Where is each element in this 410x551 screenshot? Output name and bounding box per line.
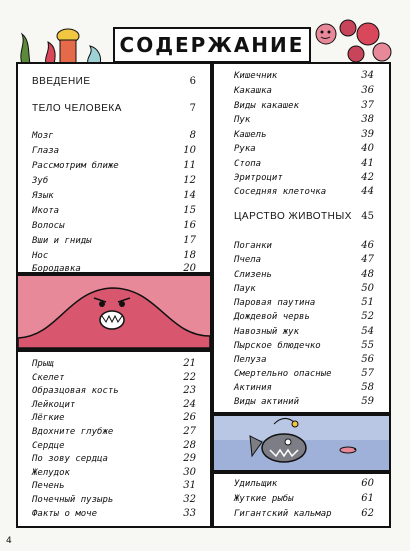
toc-entry xyxy=(32,205,196,216)
toc-entry xyxy=(234,211,374,222)
toc-entry xyxy=(32,103,196,114)
toc-entry-title: Мозг xyxy=(32,131,54,141)
toc-entry-title: Пук xyxy=(234,115,251,125)
toc-entry xyxy=(32,250,196,261)
toc-entry-page: 57 xyxy=(361,368,374,379)
toc-entry-page: 39 xyxy=(361,129,374,140)
toc-entry-page: 60 xyxy=(361,478,374,489)
toc-entry xyxy=(32,263,196,274)
toc-entry-page: 8 xyxy=(189,130,196,141)
toc-entry-title: Дождевой червь xyxy=(234,312,310,322)
toc-entry xyxy=(32,220,196,231)
toc-entry-page: 17 xyxy=(183,235,196,246)
toc-entry xyxy=(234,186,374,197)
toc-entry-title: Желудок xyxy=(32,467,70,478)
toc-entry xyxy=(32,358,196,369)
toc-entry-title: Вдохните глубже xyxy=(32,427,114,437)
toc-entry-title: Скелет xyxy=(32,372,65,383)
toc-entry-page: 41 xyxy=(361,158,374,169)
toc-entry-title: Соседняя клеточка xyxy=(234,187,327,197)
toc-entry-page: 31 xyxy=(183,480,196,492)
toc-entry-title: Лёгкие xyxy=(32,413,65,424)
toc-entry xyxy=(32,372,196,383)
toc-entry-title: Удильщик xyxy=(234,479,278,489)
toc-entry xyxy=(32,412,196,423)
toc-entry-title: Рассмотрим ближе xyxy=(32,161,119,171)
page-number: 4 xyxy=(6,536,12,546)
toc-entry-page: 15 xyxy=(183,205,196,216)
toc-entry-title: Какашка xyxy=(234,86,272,96)
toc-entry-page: 30 xyxy=(183,466,196,478)
toc-entry-page: 55 xyxy=(361,340,374,351)
toc-entry-title: Рука xyxy=(234,144,256,154)
toc-entry-title: Паровая паутина xyxy=(234,298,316,308)
toc-entry-title: Стопа xyxy=(234,159,262,169)
toc-entry-title: Зуб xyxy=(32,176,49,186)
toc-entry-title: Икота xyxy=(32,206,60,216)
toc-entry-title: Смертельно опасные xyxy=(234,369,332,379)
toc-entry xyxy=(234,311,374,322)
toc-entry-title: Прыщ xyxy=(32,359,54,369)
toc-entry xyxy=(32,494,196,505)
toc-entry-page: 36 xyxy=(361,85,374,96)
toc-entry xyxy=(32,467,196,478)
toc-entry-title: Сердце xyxy=(32,440,65,451)
toc-entry-title: Пелуза xyxy=(234,355,267,365)
toc-entry-title: Язык xyxy=(32,191,54,201)
toc-entry xyxy=(234,283,374,294)
toc-entry-page: 34 xyxy=(361,70,374,81)
toc-entry-page: 42 xyxy=(361,172,374,183)
toc-entry xyxy=(234,158,374,169)
toc-entry-page: 47 xyxy=(361,254,374,265)
toc-entry-page: 28 xyxy=(183,439,196,451)
toc-entry xyxy=(234,70,374,81)
toc-entry-page: 18 xyxy=(183,250,196,261)
toc-entry-title: По зову сердца xyxy=(32,454,108,465)
toc-entry xyxy=(234,297,374,308)
toc-entry xyxy=(32,385,196,396)
toc-entry-title: Виды какашек xyxy=(234,101,300,111)
header-box xyxy=(113,27,311,63)
toc-entry xyxy=(32,426,196,437)
toc-entry-page: 26 xyxy=(183,412,196,424)
toc-entry-page: 45 xyxy=(361,211,374,222)
toc-entry xyxy=(32,76,196,87)
toc-entry-page: 27 xyxy=(183,426,196,437)
toc-entry xyxy=(32,160,196,171)
toc-entry xyxy=(32,440,196,451)
toc-entry-page: 46 xyxy=(361,240,374,251)
toc-entry-page: 14 xyxy=(183,190,196,201)
toc-entry-title: Образцовая кость xyxy=(32,386,119,397)
toc-entry xyxy=(32,399,196,410)
toc-entry-title: ВВЕДЕНИЕ xyxy=(32,76,91,87)
toc-entry-title: Факты о моче xyxy=(32,508,98,519)
toc-entry-title: Жуткие рыбы xyxy=(234,494,294,504)
toc-entry xyxy=(234,269,374,280)
toc-entry-page: 40 xyxy=(361,143,374,154)
toc-entry xyxy=(234,114,374,125)
toc-entry-title: Почечный пузырь xyxy=(32,495,114,505)
toc-entry xyxy=(234,254,374,265)
toc-entry xyxy=(234,382,374,393)
toc-entry-title: Глаза xyxy=(32,146,60,156)
toc-entry-title: Кашель xyxy=(234,130,267,140)
toc-entry-page: 48 xyxy=(361,269,374,280)
toc-entry xyxy=(234,396,374,407)
toc-entry xyxy=(234,493,374,504)
toc-entry-title: Слизень xyxy=(234,270,272,280)
toc-entry-title: Волосы xyxy=(32,221,65,231)
toc-entry xyxy=(234,85,374,96)
toc-entry xyxy=(234,368,374,379)
toc-entry-title: Вши и гниды xyxy=(32,236,92,246)
toc-entry-page: 44 xyxy=(361,186,374,197)
toc-entry-title: Лейкоцит xyxy=(32,399,76,410)
coral-decoration-icon xyxy=(16,22,116,64)
toc-entry xyxy=(234,100,374,111)
toc-entry-page: 6 xyxy=(189,76,196,87)
toc-entry-title: Бородавка xyxy=(32,264,81,274)
toc-entry-page: 37 xyxy=(361,100,374,111)
toc-entry xyxy=(234,129,374,140)
toc-entry-title: Пырское блюдечко xyxy=(234,341,321,351)
toc-entry xyxy=(32,175,196,186)
toc-entry-page: 52 xyxy=(361,311,374,322)
toc-entry xyxy=(32,235,196,246)
toc-entry xyxy=(32,145,196,156)
toc-entry-page: 22 xyxy=(183,371,196,383)
toc-entry-title: Эритроцит xyxy=(234,173,283,183)
toc-entry-page: 33 xyxy=(183,507,196,519)
toc-entry-page: 12 xyxy=(183,175,196,186)
toc-entry-page: 51 xyxy=(361,297,374,308)
toc-entry-page: 7 xyxy=(189,103,196,114)
toc-entry-page: 24 xyxy=(183,398,196,410)
toc-entry-page: 11 xyxy=(183,160,196,171)
toc-entry xyxy=(32,130,196,141)
toc-entry-page: 59 xyxy=(361,396,374,407)
toc-entry xyxy=(234,326,374,337)
toc-entry-page: 38 xyxy=(361,114,374,125)
bubbles-decoration-icon xyxy=(312,18,392,64)
page-title: СОДЕРЖАНИЕ xyxy=(119,33,305,57)
toc-entry-page: 21 xyxy=(183,358,196,369)
toc-entry-page: 20 xyxy=(183,263,196,274)
toc-entry xyxy=(234,143,374,154)
toc-entry xyxy=(234,340,374,351)
toc-entry-title: Актиния xyxy=(234,383,272,393)
toc-entry xyxy=(32,480,196,491)
toc-entry xyxy=(32,508,196,519)
toc-entry xyxy=(32,453,196,464)
toc-entry xyxy=(32,190,196,201)
toc-entry xyxy=(234,508,374,519)
toc-entry-title: Пчела xyxy=(234,255,262,265)
toc-entry-page: 16 xyxy=(183,220,196,231)
monster-illustration-icon xyxy=(18,276,210,348)
toc-entry-page: 29 xyxy=(183,453,196,465)
toc-entry xyxy=(234,240,374,251)
toc-entry-title: ЦАРСТВО ЖИВОТНЫХ xyxy=(234,211,352,222)
toc-entry-page: 58 xyxy=(361,382,374,393)
toc-entry xyxy=(234,172,374,183)
toc-entry-page: 23 xyxy=(183,385,196,397)
toc-entry-page: 61 xyxy=(361,493,374,504)
toc-entry xyxy=(234,478,374,489)
toc-entry-title: Печень xyxy=(32,481,65,492)
toc-entry-page: 54 xyxy=(361,326,374,337)
toc-entry-page: 32 xyxy=(183,494,196,505)
toc-entry-title: Нос xyxy=(32,251,49,261)
toc-entry-title: Паук xyxy=(234,284,256,294)
anglerfish-illustration-icon xyxy=(214,416,389,470)
toc-entry-title: Виды актиний xyxy=(234,397,300,407)
toc-entry-title: Кишечник xyxy=(234,71,278,81)
toc-entry xyxy=(234,354,374,365)
toc-entry-title: Гигантский кальмар xyxy=(234,509,332,519)
toc-entry-page: 56 xyxy=(361,354,374,365)
toc-entry-title: ТЕЛО ЧЕЛОВЕКА xyxy=(32,103,122,114)
toc-entry-page: 62 xyxy=(361,508,374,519)
toc-entry-title: Поганки xyxy=(234,241,272,251)
toc-entry-title: Навозный жук xyxy=(234,327,300,337)
toc-entry-page: 50 xyxy=(361,283,374,294)
toc-entry-page: 10 xyxy=(183,145,196,156)
